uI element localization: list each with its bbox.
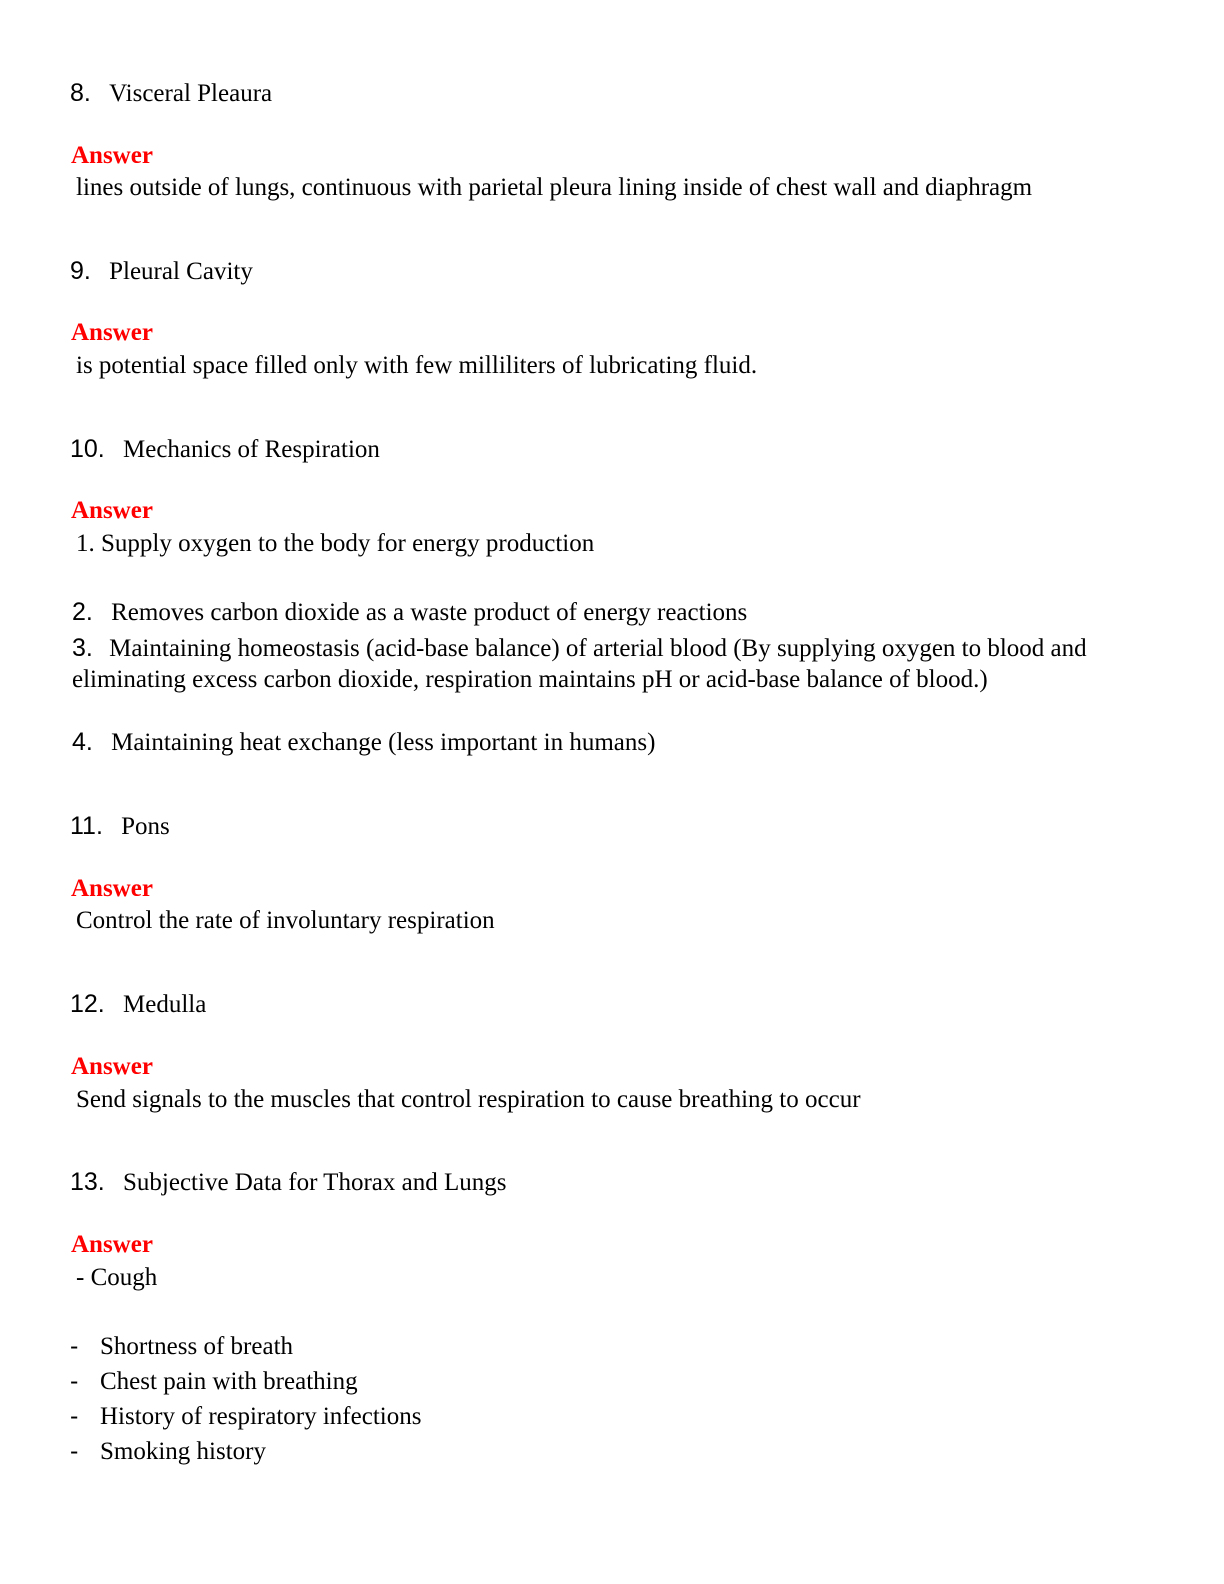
answer-label: Answer bbox=[71, 1053, 153, 1080]
answer-list-item bbox=[72, 597, 747, 628]
bullet-item bbox=[70, 1331, 293, 1362]
answer-text: is potential space filled only with few milliliters of lubricating fluid. bbox=[76, 352, 758, 379]
bullet-dash: - bbox=[70, 1402, 79, 1430]
bullet-text: Smoking history bbox=[100, 1438, 266, 1465]
question-number: 11. bbox=[70, 812, 103, 840]
list-number: 3. bbox=[72, 634, 93, 662]
list-number: 4. bbox=[72, 728, 93, 756]
answer-text: Send signals to the muscles that control respiration to cause breathing to occur bbox=[76, 1086, 861, 1113]
answer-label: Answer bbox=[71, 497, 153, 524]
question-title: Subjective Data for Thorax and Lungs bbox=[123, 1169, 507, 1196]
question-number: 10. bbox=[70, 435, 105, 463]
bullet-dash: - bbox=[70, 1332, 79, 1360]
bullet-text: History of respiratory infections bbox=[100, 1403, 422, 1430]
question-title: Pons bbox=[121, 813, 170, 840]
list-text: Maintaining heat exchange (less important in humans) bbox=[111, 729, 656, 756]
answer-label: Answer bbox=[71, 142, 153, 169]
question-9-heading bbox=[70, 256, 253, 287]
question-13-heading bbox=[70, 1167, 506, 1198]
list-text: Removes carbon dioxide as a waste product of energy reactions bbox=[111, 599, 748, 626]
answer-label: Answer bbox=[71, 1231, 153, 1258]
question-number: 8. bbox=[70, 79, 91, 107]
question-11-heading bbox=[70, 811, 170, 842]
answer-text: - Cough bbox=[76, 1264, 158, 1291]
answer-list-item bbox=[72, 633, 1152, 695]
question-title: Pleural Cavity bbox=[109, 258, 253, 285]
answer-text: lines outside of lungs, continuous with parietal pleura lining inside of chest wall and diaphragm bbox=[76, 174, 1033, 201]
bullet-item bbox=[70, 1366, 358, 1397]
bullet-item bbox=[70, 1401, 421, 1432]
question-number: 13. bbox=[70, 1168, 105, 1196]
question-12-heading bbox=[70, 989, 206, 1020]
list-text: Maintaining homeostasis (acid-base balance) of arterial blood (By supplying oxygen to blood and eliminating excess carbon dioxide, respiration maintains pH or acid-base balance of blood.) bbox=[72, 635, 1087, 693]
question-title: Medulla bbox=[123, 991, 207, 1018]
bullet-item bbox=[70, 1436, 266, 1467]
bullet-text: Shortness of breath bbox=[100, 1333, 294, 1360]
answer-text: Control the rate of involuntary respiration bbox=[76, 907, 495, 934]
bullet-dash: - bbox=[70, 1437, 79, 1465]
answer-list-item bbox=[72, 727, 655, 758]
question-10-heading bbox=[70, 434, 380, 465]
question-title: Mechanics of Respiration bbox=[123, 436, 380, 463]
answer-label: Answer bbox=[71, 319, 153, 346]
answer-text: 1. Supply oxygen to the body for energy production bbox=[76, 530, 595, 557]
question-8-heading bbox=[70, 78, 272, 109]
list-number: 2. bbox=[72, 598, 93, 626]
question-number: 9. bbox=[70, 257, 91, 285]
bullet-text: Chest pain with breathing bbox=[100, 1368, 358, 1395]
bullet-dash: - bbox=[70, 1367, 79, 1395]
question-title: Visceral Pleaura bbox=[109, 80, 273, 107]
question-number: 12. bbox=[70, 990, 105, 1018]
answer-label: Answer bbox=[71, 875, 153, 902]
